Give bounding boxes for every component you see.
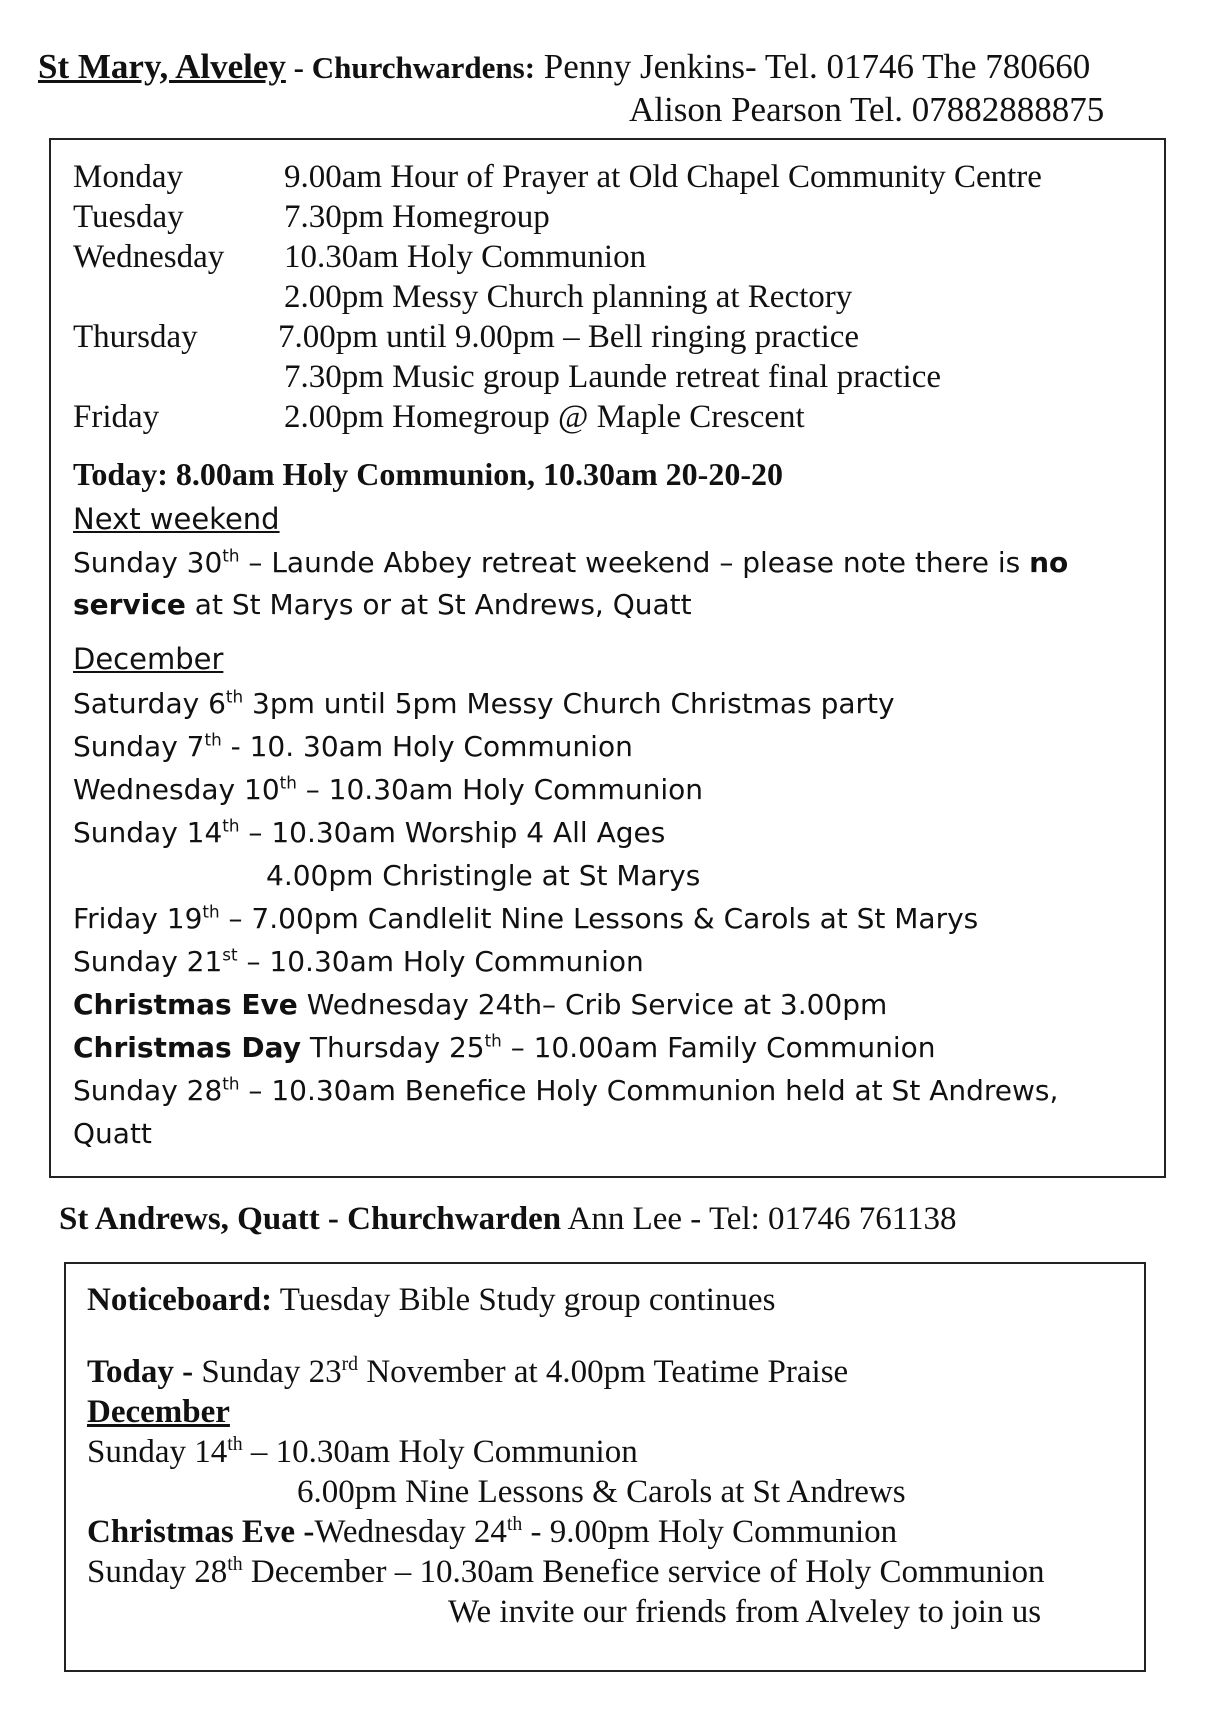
weekday-label: Monday (73, 159, 183, 195)
december-item: Sunday 21st – 10.30am Holy Communion (73, 944, 644, 978)
december-item: 4.00pm Christingle at St Marys (266, 859, 701, 892)
quatt-header (59, 1201, 957, 1238)
christmas-eve-line: Christmas Eve Wednesday 24th– Crib Service at 3.00pm (73, 988, 888, 1021)
weekday-label: Wednesday (73, 239, 225, 275)
quatt-christmas-eve-line: Christmas Eve -Wednesday 24th - 9.00pm Holy Communion (87, 1513, 898, 1550)
next-weekend-heading: Next weekend (73, 502, 280, 536)
quatt-warden: Ann Lee - Tel: 01746 761138 (561, 1201, 957, 1237)
december-item: Wednesday 10th – 10.30am Holy Communion (73, 772, 703, 806)
alveley-church-name: St Mary, Alveley (38, 47, 286, 86)
weekly-event: 7.30pm Music group Launde retreat final practice (284, 359, 942, 395)
noticeboard-line: Noticeboard: Tuesday Bible Study group continues (87, 1282, 776, 1318)
weekly-event: 9.00am Hour of Prayer at Old Chapel Community Centre (284, 159, 1042, 195)
quatt-december-heading: December (87, 1394, 230, 1430)
warden-2: Alison Pearson Tel. 07882888875 (629, 90, 1105, 129)
december-item: Sunday 14th – 10.30am Worship 4 All Ages (73, 815, 666, 849)
sunday-28-line: Sunday 28th – 10.30am Benefice Holy Communion held at St Andrews, (73, 1073, 1059, 1107)
header-dash: - (285, 50, 312, 85)
sunday-28-line-2: Quatt (73, 1117, 152, 1150)
weekly-event: 2.00pm Messy Church planning at Rectory (284, 279, 853, 315)
quatt-sunday-14-line-2: 6.00pm Nine Lessons & Carols at St Andrews (297, 1474, 906, 1510)
quatt-invite-line: We invite our friends from Alveley to join us (448, 1594, 1042, 1630)
december-item: Sunday 7th - 10. 30am Holy Communion (73, 729, 633, 763)
weekly-event: 7.00pm until 9.00pm – Bell ringing practice (278, 319, 860, 355)
alveley-header (38, 45, 1090, 90)
churchwardens-label: Churchwardens: (311, 50, 536, 85)
weekday-label: Tuesday (73, 199, 184, 235)
alveley-today-services: Today: 8.00am Holy Communion, 10.30am 20-20-20 (73, 456, 783, 492)
weekly-event: 2.00pm Homegroup @ Maple Crescent (284, 399, 805, 435)
next-weekend-line: Sunday 30th – Launde Abbey retreat weekend – please note there is no (73, 545, 1069, 579)
quatt-today-line: Today - Sunday 23rd November at 4.00pm Teatime Praise (87, 1353, 849, 1390)
december-item: Friday 19th – 7.00pm Candlelit Nine Lessons & Carols at St Marys (73, 901, 979, 935)
quatt-sunday-28-line: Sunday 28th December – 10.30am Benefice service of Holy Communion (87, 1553, 1045, 1590)
weekly-event: 7.30pm Homegroup (284, 199, 550, 235)
quatt-church-name: St Andrews, Quatt - Churchwarden (59, 1201, 562, 1237)
weekday-label: Thursday (73, 319, 198, 355)
christmas-day-line: Christmas Day Thursday 25th – 10.00am Family Communion (73, 1030, 936, 1064)
december-item: Saturday 6th 3pm until 5pm Messy Church Christmas party (73, 686, 895, 720)
weekly-event: 10.30am Holy Communion (284, 239, 647, 275)
weekday-label: Friday (73, 399, 160, 435)
warden-1: Penny Jenkins- Tel. 01746 The 780660 (535, 47, 1091, 86)
december-heading: December (73, 642, 224, 676)
quatt-sunday-14-line: Sunday 14th – 10.30am Holy Communion (87, 1433, 638, 1470)
next-weekend-line-2: service at St Marys or at St Andrews, Quatt (73, 588, 692, 621)
